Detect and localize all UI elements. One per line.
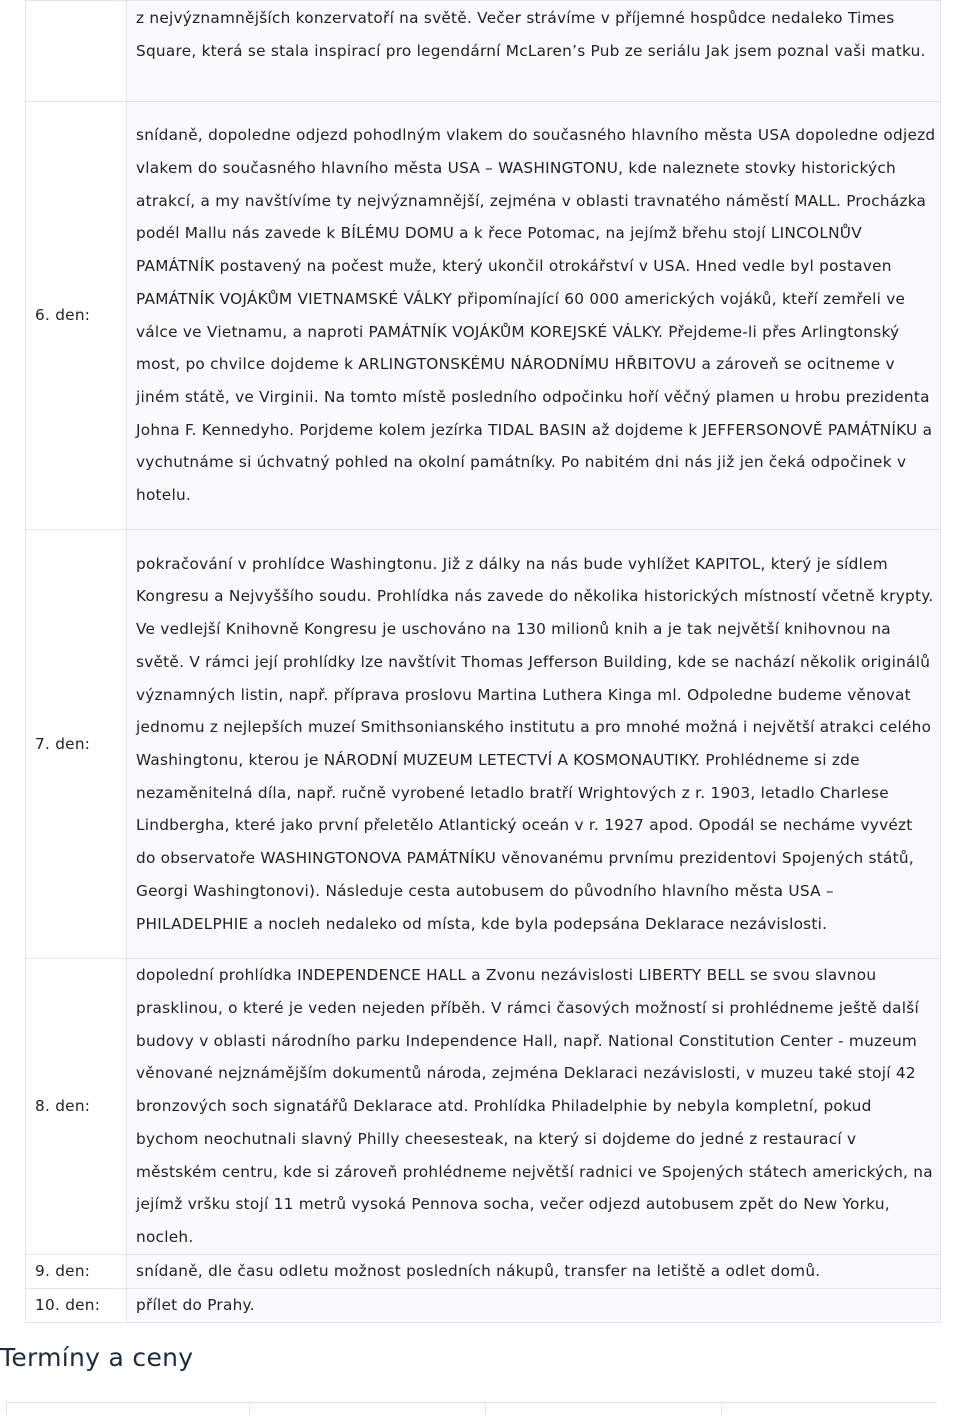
day-label: 10. den: [26, 1289, 127, 1323]
day-description: přílet do Prahy. [127, 1289, 941, 1323]
itinerary-row [26, 959, 941, 1255]
day-description: pokračování v prohlídce Washingtonu. Již z dálky na nás bude vyhlížet KAPITOL, který je sídlem Kongresu a Nejvyššího soudu. Prohlídka nás zavede do několika historických místností včetně krypty. Ve vedlejší Knihovně Kongresu je uschováno na 130 milionů knih a je tak největší knihovnou na světě. V rámci její prohlídky lze navštívit Thomas Jefferson Building, kde se nachází několik originálů významných listin, např. příprava proslovu Martina Luthera Kinga ml. Odpoledne budeme věnovat jednomu z nejlepších muzeí Smithsonianského institutu a pro mnohé možná i největší atrakci celého Washingtonu, kterou je NÁRODNÍ MUZEUM LETECTVÍ A KOSMONAUTIKY. Prohlédneme si zde nezaměnitelná díla, např. ručně vyrobené letadlo bratří Wrightových z r. 1903, letadlo Charlese Lindbergha, které jako první přeletělo Atlantický oceán v r. 1927 apod. Opodál se necháme vyvézt do observatoře WASHINGTONOVA PAMÁTNÍKU věnovanému prvnímu prezidentovi Spojených států, Georgi Washingtonovi). Následuje cesta autobusem do původního hlavního města USA – PHILADELPHIE a nocleh nedaleko od místa, kde byla podepsána Deklarace nezávislosti. [127, 530, 941, 959]
itinerary-row [26, 102, 941, 530]
table-divider [485, 1403, 486, 1415]
itinerary-row [26, 1255, 941, 1289]
day-description: dopolední prohlídka INDEPENDENCE HALL a Zvonu nezávislosti LIBERTY BELL se svou slavnou prasklinou, o které je veden nejeden příběh. V rámci časových možností si prohlédneme ještě další budovy v oblasti národního parku Independence Hall, např. National Constitution Center - muzeum věnované nejznámějším dokumentů národa, zejména Deklaraci nezávislosti, v muzeu také stojí 42 bronzových soch signatářů Deklarace atd. Prohlídka Philadelphie by nebyla kompletní, pokud bychom neochutnali slavný Philly cheesesteak, na který si dojdeme do jedné z restaurací v městském centru, kde si zároveň prohlédneme největší radnici ve Spojených státech amerických, na jejímž vršku stojí 11 metrů vysoká Pennova socha, večer odjezd autobusem zpět do New Yorku, nocleh. [127, 959, 941, 1255]
day-label: 9. den: [26, 1255, 127, 1289]
table-divider [249, 1403, 250, 1415]
day-description: snídaně, dle času odletu možnost posledních nákupů, transfer na letiště a odlet domů. [127, 1255, 941, 1289]
price-table [6, 1402, 937, 1415]
day-description: z nejvýznamnějších konzervatoří na světě. Večer strávíme v příjemné hospůdce nedaleko Times Square, která se stala inspirací pro legendární McLaren’s Pub ze seriálu Jak jsem poznal vaši matku. [127, 1, 941, 102]
itinerary-row [26, 530, 941, 959]
day-label: 7. den: [26, 530, 127, 959]
itinerary-table [25, 0, 941, 1323]
table-divider [721, 1403, 722, 1415]
day-label [26, 1, 127, 102]
itinerary-row [26, 1, 941, 102]
day-label: 6. den: [26, 102, 127, 530]
day-label: 8. den: [26, 959, 127, 1255]
section-title: Termíny a ceny [0, 1343, 194, 1372]
day-description: snídaně, dopoledne odjezd pohodlným vlakem do současného hlavního města USA dopoledne odjezd vlakem do současného hlavního města USA – WASHINGTONU, kde naleznete stovky historických atrakcí, a my navštívíme ty nejvýznamnější, zejména v oblasti travnatého náměstí MALL. Procházka podél Mallu nás zavede k BÍLÉMU DOMU a k řece Potomac, na jejímž břehu stojí LINCOLNŮV PAMÁTNÍK postavený na počest muže, který ukončil otrokářství v USA. Hned vedle byl postaven PAMÁTNÍK VOJÁKŮM VIETNAMSKÉ VÁLKY připomínající 60 000 amerických vojáků, kteří zemřeli ve válce ve Vietnamu, a naproti PAMÁTNÍK VOJÁKŮM KOREJSKÉ VÁLKY. Přejdeme-li přes Arlingtonský most, po chvilce dojdeme k ARLINGTONSKÉMU NÁRODNÍMU HŘBITOVU a zároveň se ocitneme v jiném státě, ve Virginii. Na tomto místě posledního odpočinku hoří věčný plamen u hrobu prezidenta Johna F. Kennedyho. Porjdeme kolem jezírka TIDAL BASIN až dojdeme k JEFFERSONOVĚ PAMÁTNÍKU a vychutnáme si úchvatný pohled na okolní památníky. Po nabitém dni nás již jen čeká odpočinek v hotelu. [127, 102, 941, 530]
itinerary-row [26, 1289, 941, 1323]
